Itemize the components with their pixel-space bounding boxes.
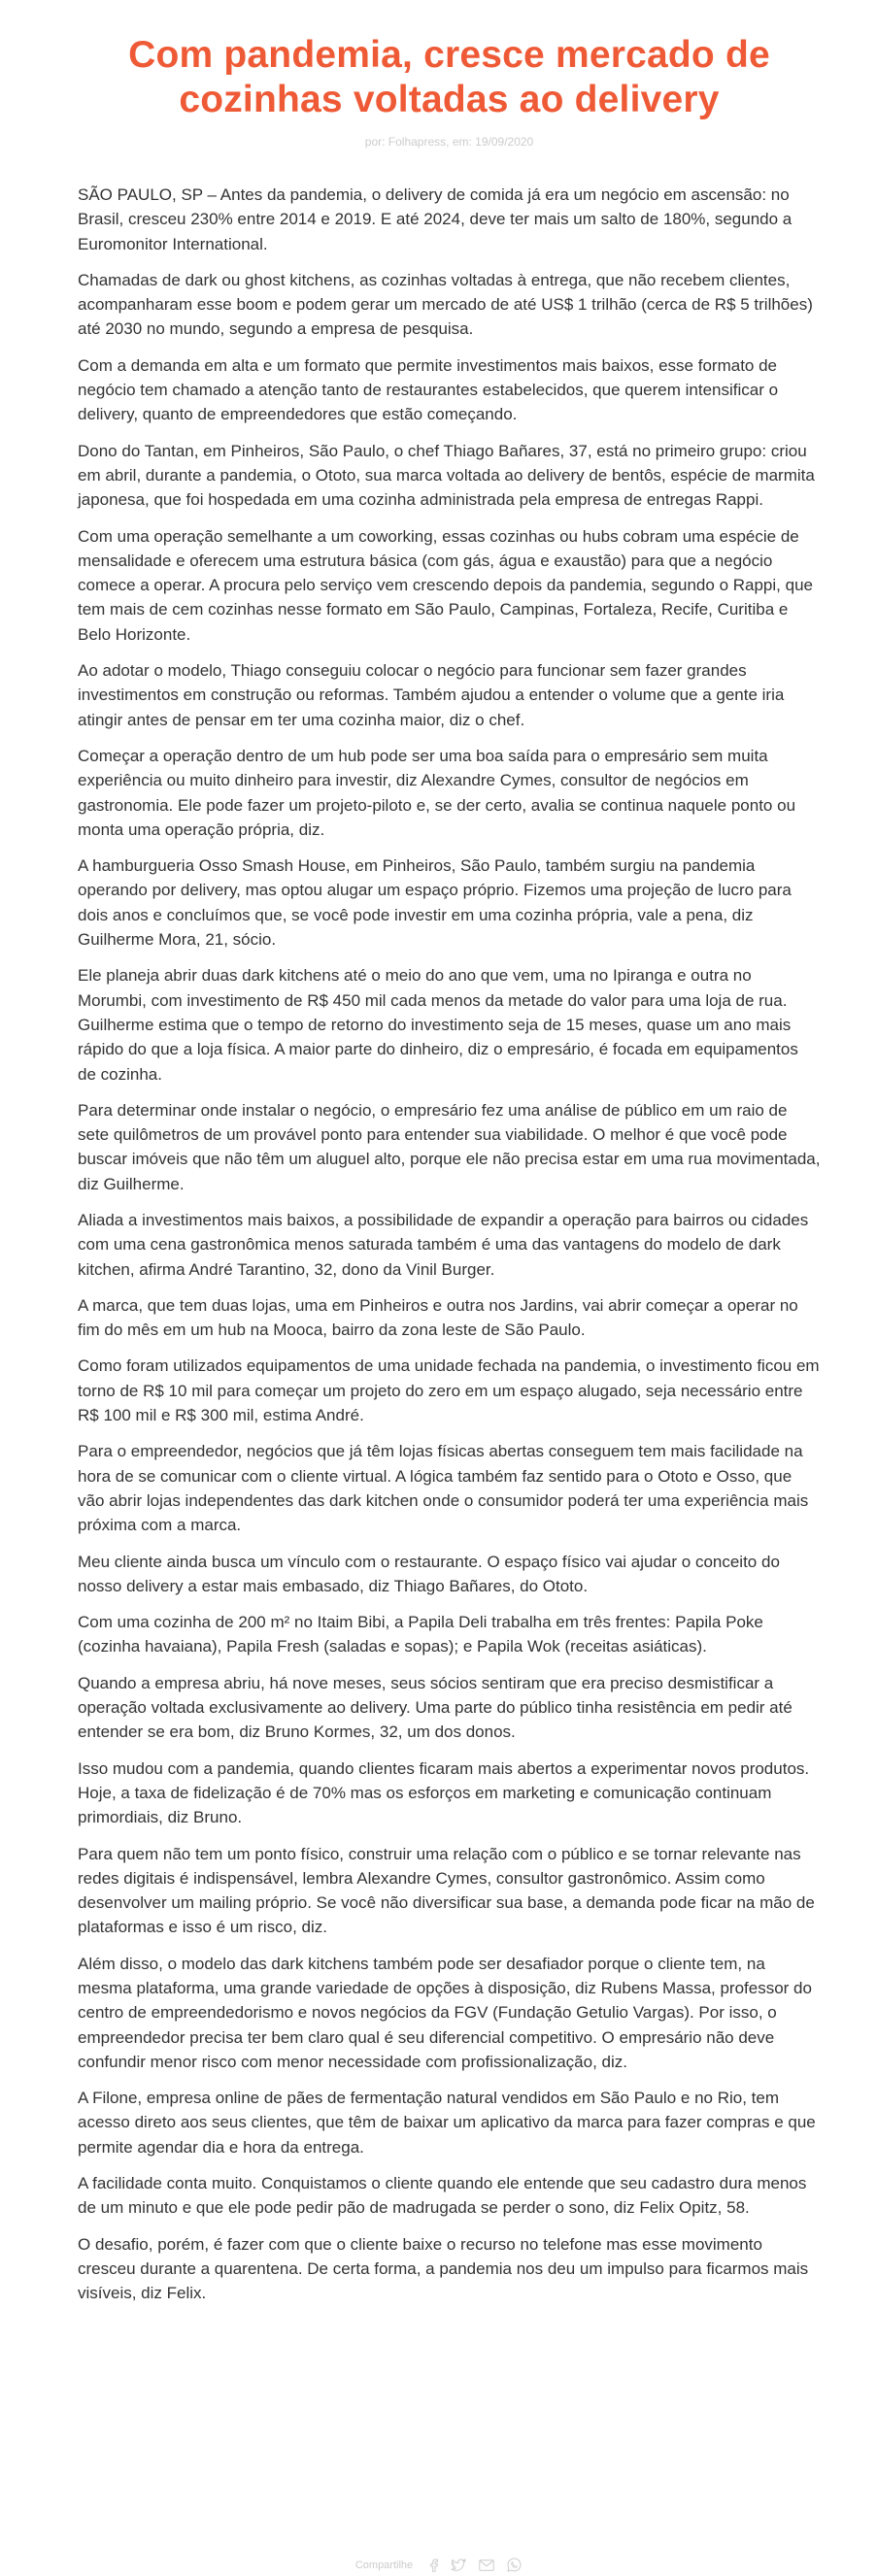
- article-paragraph: Chamadas de dark ou ghost kitchens, as cozinhas voltadas à entrega, que não recebem clientes, acompanharam esse boom e podem gerar um mercado de até US$ 1 trilhão (cerca de R$ 5 trilhões) até 2030 no mundo, segundo a empresa de pesquisa.: [78, 270, 813, 339]
- share-bar: [0, 2558, 877, 2572]
- article-paragraph: Para quem não tem um ponto físico, construir uma relação com o público e se tornar relevante nas redes digitais é indispensável, lembra Alexandre Cymes, consultor gastronômico. Assim como desenvolver um mailing próprio. Se você não diversificar sua base, a demanda pode ficar na mão de plataformas e isso é um risco, diz.: [78, 1844, 815, 1937]
- article-paragraph: Ele planeja abrir duas dark kitchens até o meio do ano que vem, uma no Ipiranga e outra no Morumbi, com investimento de R$ 450 mil cada menos da metade do valor para uma loja de rua. Guilherme estima que o tempo de retorno do investimento seja de 15 meses, quase um ano mais rápido do que a loja física. A maior parte do dinheiro, diz o empresário, é focada em equipamentos de cozinha.: [78, 966, 798, 1084]
- article-paragraph: Com uma cozinha de 200 m² no Itaim Bibi, a Papila Deli trabalha em três frentes: Papila Poke (cozinha havaiana), Papila Fresh (saladas e sopas); e Papila Wok (receitas asiáticas).: [78, 1613, 763, 1656]
- whatsapp-icon[interactable]: [507, 2558, 522, 2572]
- article-paragraph: Aliada a investimentos mais baixos, a possibilidade de expandir a operação para bairros ou cidades com uma cena gastronômica menos saturada também é uma das vantagens do modelo de dark kitchen, afirma André Tarantino, 32, dono da Vinil Burger.: [78, 1210, 809, 1279]
- article-title: Com pandemia, cresce mercado de cozinhas voltadas ao delivery: [128, 34, 770, 120]
- share-label: Compartilhe: [354, 2559, 414, 2571]
- email-icon[interactable]: [479, 2559, 494, 2571]
- article-paragraph: Para determinar onde instalar o negócio, o empresário fez uma análise de público em um raio de sete quilômetros de um provável ponto para entender sua viabilidade. O melhor é que você pode buscar imóveis que não têm um aluguel alto, porque ele não precisa estar em uma rua movimentada, diz Guilherme.: [78, 1100, 821, 1193]
- article-paragraph: Além disso, o modelo das dark kitchens também pode ser desafiador porque o cliente tem, na mesma plataforma, uma grande variedade de opções à disposição, diz Rubens Massa, professor do centro de empreendedorismo e novos negócios da FGV (Fundação Getulio Vargas). Por isso, o empreendedor precisa ter bem claro qual é seu diferencial competitivo. O empresário não deve confundir menor risco com menor necessidade com profissionalização, diz.: [78, 1954, 812, 2071]
- article-paragraph: Com a demanda em alta e um formato que permite investimentos mais baixos, esse formato de negócio tem chamado a atenção tanto de restaurantes estabelecidos, que querem intensificar o delivery, quanto de empreendedores que estão começando.: [78, 355, 779, 424]
- article-paragraph: Ao adotar o modelo, Thiago conseguiu colocar o negócio para funcionar sem fazer grandes investimentos em construção ou reformas. Também ajudou a entender o volume que a gente iria atingir antes de pensar em ter uma cozinha maior, diz o chef.: [78, 661, 785, 729]
- article-paragraph: Como foram utilizados equipamentos de uma unidade fechada na pandemia, o investimento ficou em torno de R$ 10 mil para começar um projeto do zero em um espaço alugado, seja necessário entre R$ 100 mil e R$ 300 mil, estima André.: [78, 1356, 820, 1425]
- article-paragraph: Com uma operação semelhante a um coworking, essas cozinhas ou hubs cobram uma espécie de mensalidade e oferecem uma estrutura básica (com gás, água e exaustão) para que a negócio comece a operar. A procura pelo serviço vem crescendo depois da pandemia, segundo o Rappi, que tem mais de cem cozinhas nesse formato em São Paulo, Campinas, Fortaleza, Recife, Curitiba e Belo Horizonte.: [78, 526, 813, 644]
- article: [78, 0, 821, 2318]
- article-paragraph: A marca, que tem duas lojas, uma em Pinheiros e outra nos Jardins, vai abrir começar a operar no fim do mês em um hub na Mooca, bairro da zona leste de São Paulo.: [78, 1295, 798, 1340]
- article-paragraph: O desafio, porém, é fazer com que o cliente baixe o recurso no telefone mas esse movimento cresceu durante a quarentena. De certa forma, a pandemia nos deu um impulso para ficarmos mais visíveis, diz Felix.: [78, 2234, 809, 2303]
- article-paragraph: SÃO PAULO, SP – Antes da pandemia, o delivery de comida já era um negócio em ascensão: no Brasil, cresceu 230% entre 2014 e 2019. E até 2024, deve ter mais um salto de 180%, segundo a Euromonitor International.: [78, 185, 793, 253]
- article-paragraph: A Filone, empresa online de pães de fermentação natural vendidos em São Paulo e no Rio, tem acesso direto aos seus clientes, que têm de baixar um aplicativo da marca para fazer compras e que permite agendar dia e hora da entrega.: [78, 2089, 816, 2157]
- article-byline: por: Folhapress, em: 19/09/2020: [364, 135, 534, 149]
- facebook-icon[interactable]: [429, 2559, 438, 2572]
- article-paragraph: Para o empreendedor, negócios que já têm lojas físicas abertas conseguem tem mais facilidade na hora de se comunicar com o cliente virtual. A lógica também faz sentido para o Ototo e Osso, que vão abrir lojas independentes das dark kitchen onde o consumidor poderá ter uma experiência mais próxima com a marca.: [78, 1442, 809, 1535]
- article-body: [78, 183, 821, 2306]
- article-paragraph: Dono do Tantan, em Pinheiros, São Paulo, o chef Thiago Bañares, 37, está no primeiro grupo: criou em abril, durante a pandemia, o Ototo, sua marca voltada ao delivery de bentôs, espécie de marmita japonesa, que foi hospedada em uma cozinha administrada pela empresa de entregas Rappi.: [78, 441, 815, 510]
- article-paragraph: Meu cliente ainda busca um vínculo com o restaurante. O espaço físico vai ajudar o conceito do nosso delivery a estar mais embasado, diz Thiago Bañares, do Ototo.: [78, 1552, 780, 1595]
- article-paragraph: Quando a empresa abriu, há nove meses, seus sócios sentiram que era preciso desmistificar a operação voltada exclusivamente ao delivery. Uma parte do público tinha resistência em pedir até entender se era bom, diz Bruno Kormes, 32, um dos donos.: [78, 1673, 793, 1742]
- article-paragraph: Começar a operação dentro de um hub pode ser uma boa saída para o empresário sem muita experiência ou muito dinheiro para investir, diz Alexandre Cymes, consultor de negócios em gastronomia. Ele pode fazer um projeto-piloto e, se der certo, avalia se continua naquele ponto ou monta uma operação própria, diz.: [78, 746, 796, 839]
- twitter-icon[interactable]: [451, 2559, 466, 2571]
- article-paragraph: A facilidade conta muito. Conquistamos o cliente quando ele entende que seu cadastro dura menos de um minuto e que ele pode pedir pão de madrugada se perder o sono, diz Felix Opitz, 58.: [78, 2174, 807, 2218]
- article-paragraph: A hamburgueria Osso Smash House, em Pinheiros, São Paulo, também surgiu na pandemia operando por delivery, mas optou alugar um espaço próprio. Fizemos uma projeção de lucro para dois anos e concluímos que, se você pode investir em uma cozinha própria, vale a pena, diz Guilherme Mora, 21, sócio.: [78, 856, 792, 950]
- article-paragraph: Isso mudou com a pandemia, quando clientes ficaram mais abertos a experimentar novos produtos. Hoje, a taxa de fidelização é de 70% mas os esforços em marketing e comunicação continuam primordiais, diz Bruno.: [78, 1758, 810, 1827]
